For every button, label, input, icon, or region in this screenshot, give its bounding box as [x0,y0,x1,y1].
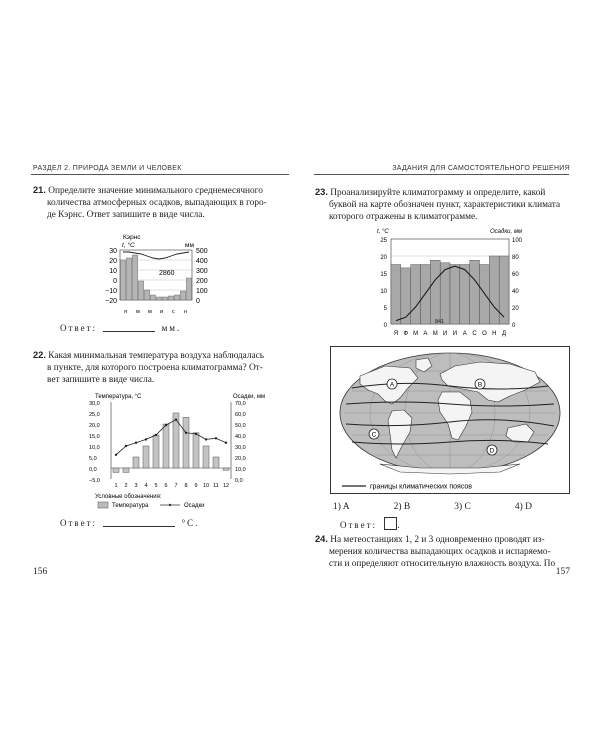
tick: 20,0 [89,423,100,429]
y-ticks-left [89,401,100,484]
temperature-bar [163,424,169,468]
precip-bar [411,265,421,325]
question-text: Проанализируйте климатограмму и определите, какой [330,188,546,198]
month: я [124,309,127,315]
question-23 [315,186,570,223]
p-axis-title: Осадки, мм [233,394,266,400]
chart-plot [120,250,192,300]
tick: 200 [196,278,208,285]
question-number: 22. [33,350,46,360]
precipitation-point [115,454,117,456]
precip-bar [174,295,179,300]
precip-bar [450,265,460,325]
precipitation-point [175,418,177,420]
precipitation-point [145,438,147,440]
total-precip: 2860 [159,270,175,277]
tick: 5,0 [89,456,97,462]
tick: 0,0 [235,478,243,484]
answer-label: Ответ: [60,323,98,333]
marker-label: D [489,447,495,455]
chart-plot [111,402,231,479]
option-2[interactable]: 2) B [393,502,411,512]
month: 9 [194,483,198,489]
header-rule-left [31,174,289,175]
tick: 40,0 [235,434,246,440]
tick: 30,0 [235,445,246,451]
temperature-bar [153,435,159,468]
precipitation-point [205,438,207,440]
temperature-bar [213,457,219,468]
axis-label-p: Осадки, мм [490,229,523,235]
legend-title: Условные обозначения: [95,494,162,500]
question-text: мерения количества выпадающих осадков и испаряемо- [329,547,551,557]
question-text: На метеостанциях 1, 2 и 3 одновременно проводят из- [330,535,545,545]
precipitation-point [165,424,167,426]
chart-climatogram-23 [365,225,535,340]
question-24 [315,533,570,570]
tick: 60 [512,272,519,278]
precip-bar [162,297,167,300]
precip-bar [440,263,450,324]
month: А [423,331,428,337]
month: М [432,331,438,337]
option-4[interactable]: 4) D [514,502,533,512]
question-number: 21. [33,185,46,195]
tick: 25,0 [89,412,100,418]
month: н [184,309,188,315]
tick: 20 [380,255,387,261]
map-legend-label: границы климатических поясов [370,483,473,491]
month: Д [502,331,507,337]
precip-bar [186,278,191,300]
tick: 10 [380,289,387,295]
question-text: вет запишите в виде числа. [47,375,155,385]
month: И [452,331,458,337]
month: 5 [154,483,158,489]
tick: 0 [196,298,200,305]
section-header: РАЗДЕЛ 2. ПРИРОДА ЗЕМЛИ И ЧЕЛОВЕК [33,165,182,172]
total-precip: 841 [435,319,445,325]
tick: 400 [196,258,208,265]
page-number-right: 157 [555,567,570,577]
marker-label: C [371,431,377,439]
precip-bar [156,297,161,300]
question-text: в пункте, для которого построена климатограмма? От- [47,363,263,373]
temperature-bar [123,468,129,472]
question-text: Определите значение минимального среднемесячного [48,186,263,196]
tick: 0 [383,323,387,329]
header-rule-right [314,174,569,175]
tick: 30,0 [89,401,100,407]
tasks-header: ЗАДАНИЯ ДЛЯ САМОСТОЯТЕЛЬНОГО РЕШЕНИЯ [392,165,570,172]
month: 8 [184,483,188,489]
question-text: которого отражены в климатограмме. [329,212,478,222]
precip-bar [391,265,401,325]
y-ticks-left [380,238,387,329]
chart-city-label: Кэрнс [123,234,141,241]
month: м [136,309,140,315]
precipitation-point [135,442,137,444]
tick: 20,0 [235,456,246,462]
question-text: Какая минимальная температура воздуха наблюдалась [48,351,265,361]
month: и [160,309,164,315]
tick: 100 [512,238,523,244]
month: М [413,331,419,337]
month: Я [393,331,399,337]
answer-box[interactable] [384,517,397,530]
precip-bar [138,281,143,300]
temperature-bar [173,413,179,468]
tick: 80 [512,255,519,261]
answer-field[interactable] [103,331,155,332]
month: 4 [144,483,148,489]
question-text: сти и определяют относительную влажность воздуха. По [329,559,556,569]
month-labels [394,331,506,337]
tick: 5 [383,306,387,312]
answer-21 [60,323,181,333]
axis-label-t: t, °C [122,242,135,249]
temperature-bar [143,446,149,468]
chart-plot [391,239,509,324]
tick: 40 [512,289,519,295]
precip-bar [150,295,155,300]
month: 7 [174,483,178,489]
tick: −10 [105,288,117,295]
answer-label: Ответ: [340,520,378,530]
tick: 0 [512,323,516,329]
temperature-bar [193,433,199,468]
world-map [330,346,570,494]
month: 12 [222,483,230,489]
month: 10 [202,483,210,489]
precipitation-point [125,445,127,447]
legend-line-marker [169,504,171,506]
month: 1 [114,483,118,489]
month: 11 [213,483,219,489]
precip-bar [430,260,440,324]
y-ticks-left [105,248,117,305]
answer-unit: мм. [161,323,182,333]
tick: 15 [380,272,387,278]
question-text: де Кэрнс. Ответ запишите в виде числа. [47,210,205,220]
tick: 10,0 [235,467,246,473]
tick: 30 [109,248,117,255]
tick: 500 [196,248,208,255]
month: Ф [403,331,409,337]
precipitation-point [185,432,187,434]
precip-bar [489,256,499,324]
legend-line-label: Осадки [184,503,205,509]
month: Н [492,331,497,337]
page-number-left: 156 [33,567,48,577]
temperature-bar [223,468,229,470]
tick: 20 [512,306,519,312]
precipitation-point [225,442,227,444]
temperature-bar [133,457,139,468]
month: С [472,331,477,337]
month: 2 [124,483,128,489]
tick: 0,0 [89,467,97,473]
precip-bar [180,291,185,300]
legend-bar-swatch [98,502,108,508]
tick: 60,0 [235,412,246,418]
t-axis-title: Температура, °C [95,394,142,400]
marker-label: B [477,381,483,389]
tick: 50,0 [235,423,246,429]
tick: 20 [109,258,117,265]
chart-climatogram-22 [85,390,275,520]
precip-bar [126,258,131,300]
temperature-bar [183,417,189,468]
month-labels [124,309,187,315]
chart-cairns [100,232,240,322]
legend-bar-label: Температура [112,503,149,509]
month-labels [114,483,229,489]
tick: 300 [196,268,208,275]
answer-22 [60,518,199,528]
question-number: 23. [315,187,328,197]
tick: 70,0 [235,401,246,407]
tick: 10 [109,268,117,275]
temperature-bar [113,468,119,472]
precipitation-point [195,433,197,435]
question-text: количества атмосферных осадков, выпадающих в горо- [47,198,267,208]
tick: 10,0 [89,445,100,451]
precipitation-line [116,420,226,455]
tick: −5,0 [89,478,100,484]
answer-field[interactable] [103,526,175,527]
tick: −20 [105,298,117,305]
precip-bar [144,290,149,300]
option-3[interactable]: 3) C [454,502,471,512]
axis-label-t: t, °C [377,229,389,235]
month: с [172,309,175,315]
answer-label: Ответ: [60,518,98,528]
month: А [462,331,467,337]
answer-options [333,502,532,512]
month: И [442,331,448,337]
month: 6 [164,483,168,489]
month: О [482,331,487,337]
axis-label-mm: мм [185,242,194,249]
answer-unit: °С. [181,518,200,528]
y-ticks-right [196,248,208,305]
question-number: 24. [315,534,328,544]
precipitation-point [155,434,157,436]
tick: 0 [113,278,117,285]
marker-label: A [389,381,395,389]
precip-bar [132,255,137,300]
question-21 [33,184,283,221]
precipitation-point [215,437,217,439]
y-ticks-right [512,238,523,329]
precip-bar [401,268,411,324]
precip-bar [470,260,480,324]
option-1[interactable]: 1) A [333,502,350,512]
tick: 100 [196,288,208,295]
temperature-bar [203,446,209,468]
month: 3 [134,483,138,489]
answer-23: Ответ: . [340,517,402,530]
question-text: буквой на карте обозначен пункт, характеристики климата [329,200,561,210]
precip-bar [120,260,125,300]
tick: 25 [380,238,387,244]
precip-bar [168,296,173,300]
question-22 [33,349,285,386]
y-ticks-right [235,401,246,484]
tick: 15,0 [89,434,100,440]
month: м [148,309,152,315]
